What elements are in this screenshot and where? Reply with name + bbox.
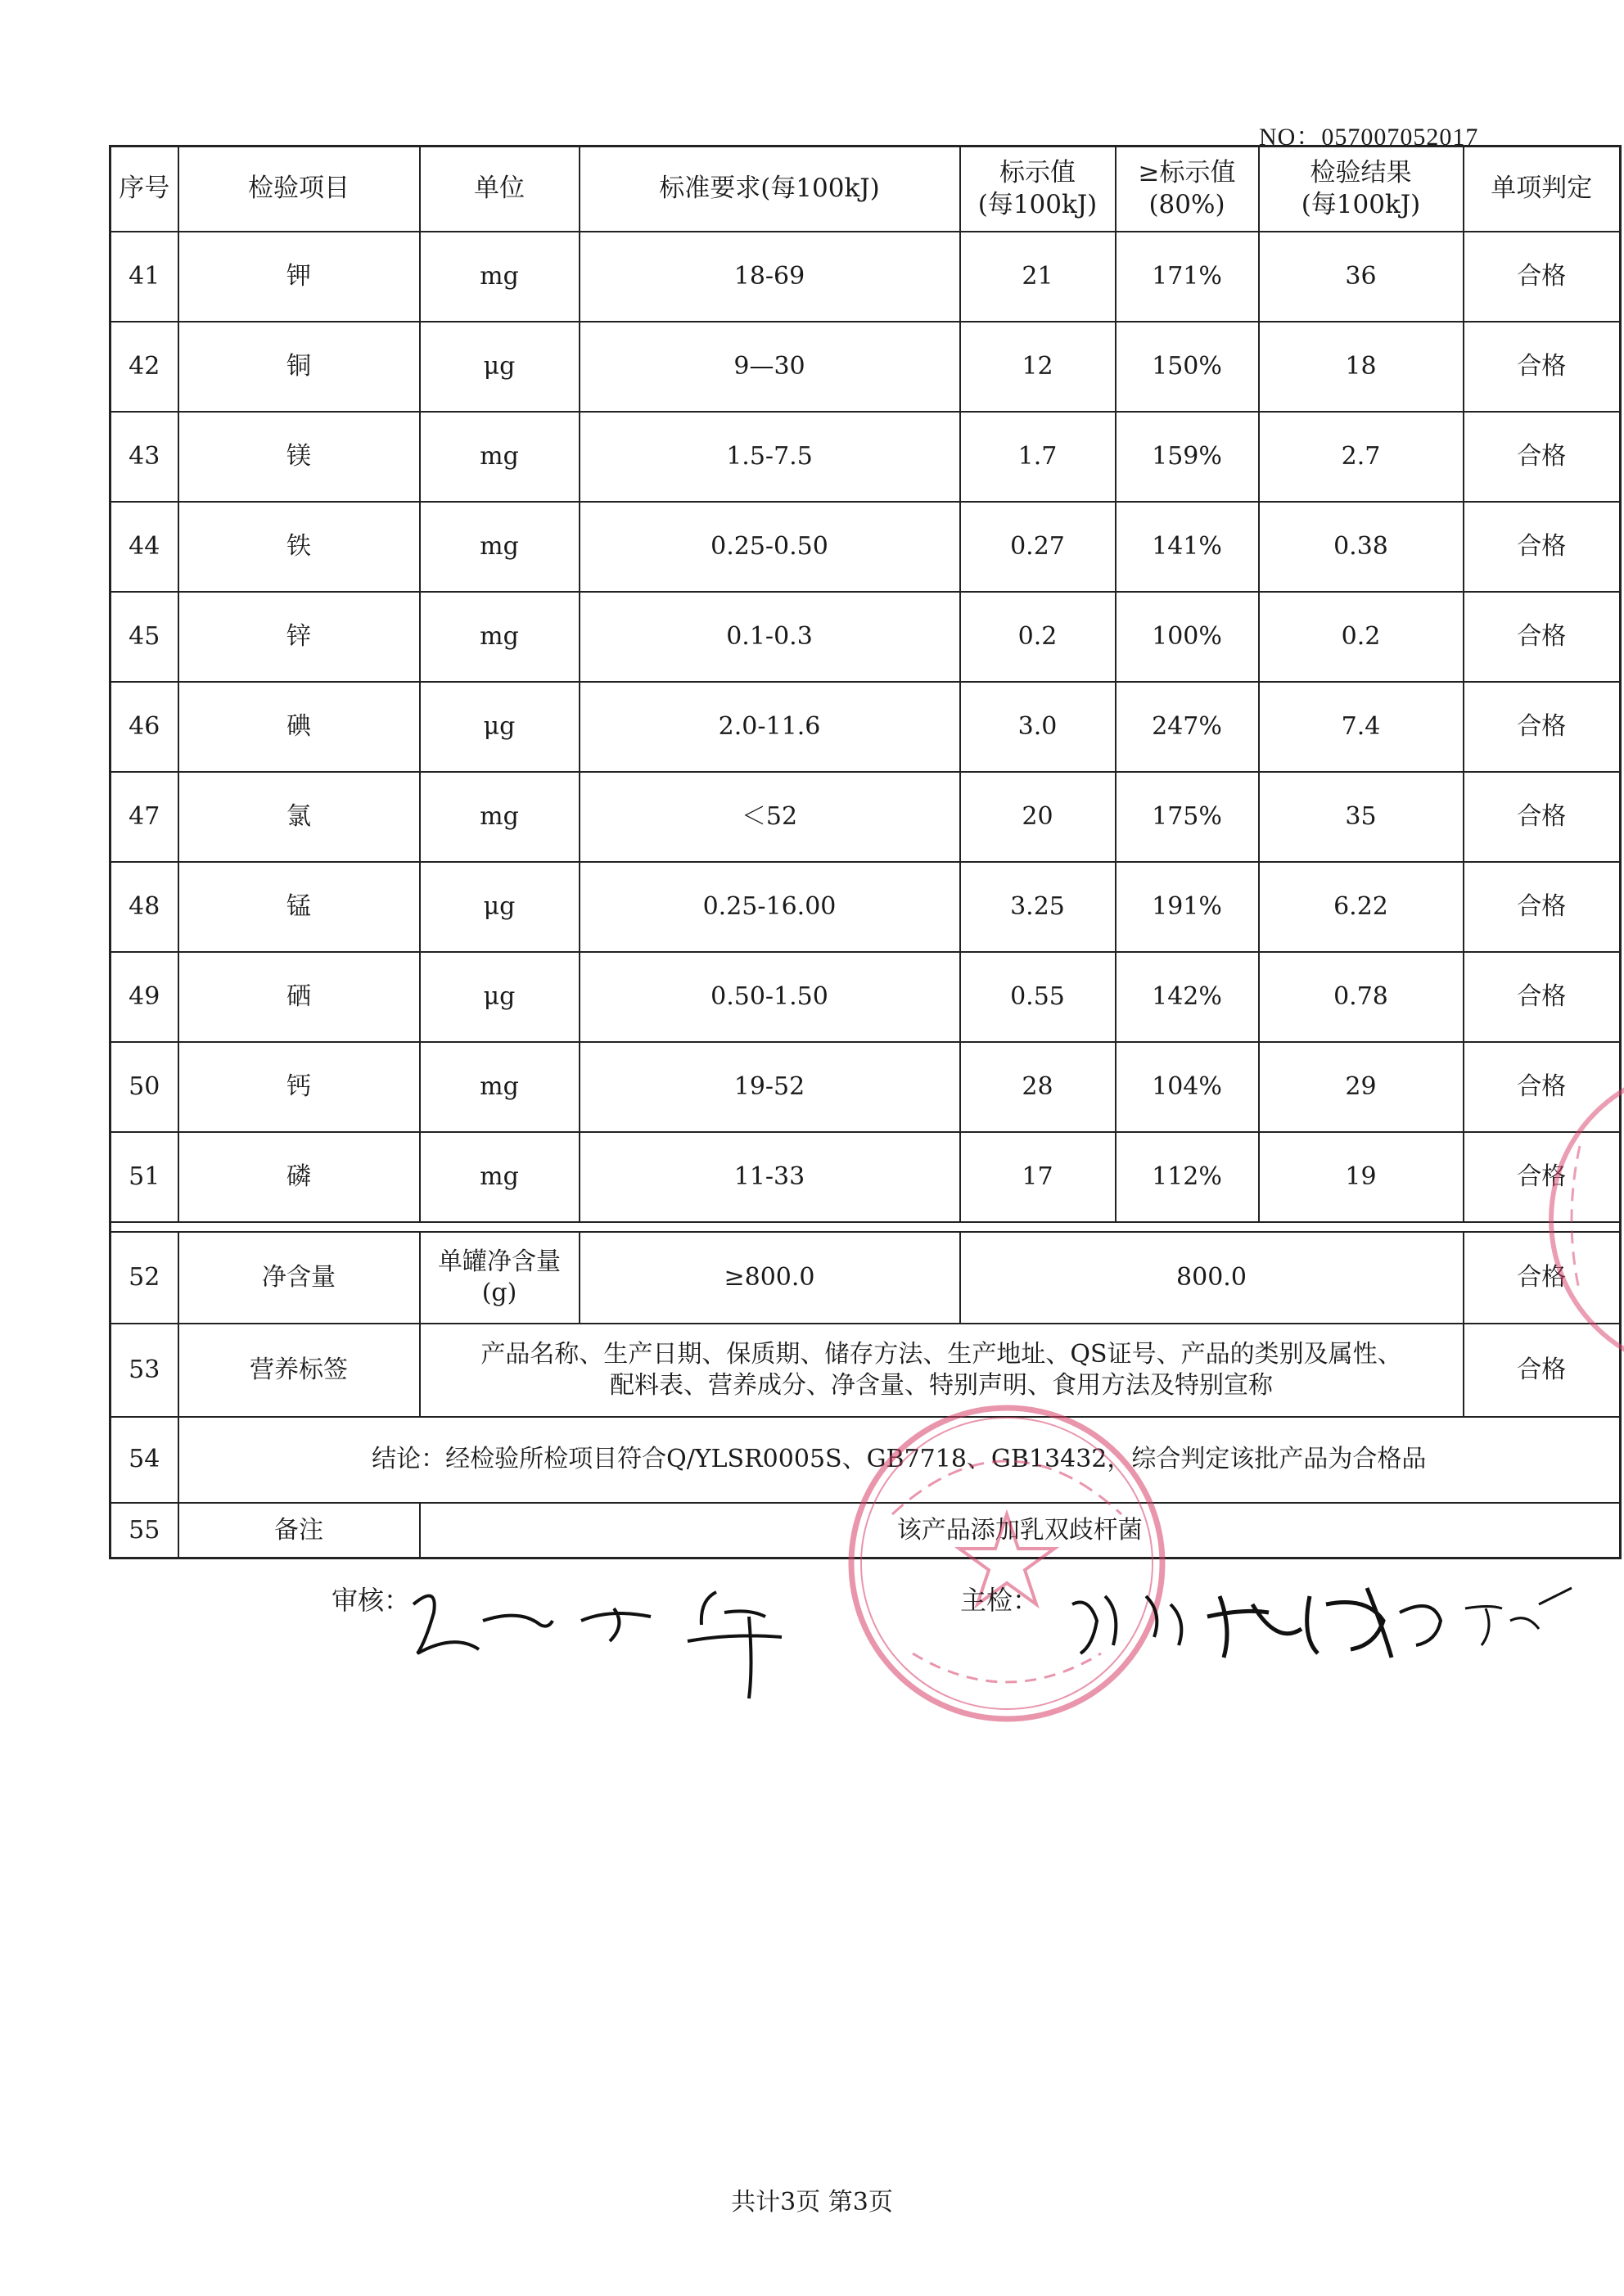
cell-result: 7.4: [1259, 682, 1464, 772]
cell-label-value: 1.7: [960, 412, 1116, 502]
cell-label-value: 0.55: [960, 952, 1116, 1042]
cell-standard: 0.1-0.3: [580, 592, 960, 682]
header-label-value: [960, 147, 1116, 232]
cell-remarks: 该产品添加乳双歧杆菌: [420, 1503, 1621, 1558]
cell-item: 氯: [178, 772, 420, 862]
table-row: [111, 592, 1621, 682]
cell-seq: 54: [111, 1417, 178, 1503]
reviewer-signature: [405, 1576, 798, 1707]
cell-verdict: 合格: [1464, 952, 1621, 1042]
cell-result: 800.0: [960, 1232, 1464, 1324]
cell-unit: mg: [420, 1042, 580, 1132]
cell-unit: mg: [420, 1132, 580, 1222]
cell-label-value: 21: [960, 232, 1116, 322]
cell-unit: mg: [420, 412, 580, 502]
cell-unit-line2: (g): [481, 1278, 517, 1307]
cell-verdict: 合格: [1464, 592, 1621, 682]
cell-verdict: 合格: [1464, 1324, 1621, 1417]
cell-standard: 9—30: [580, 322, 960, 412]
cell-result: 18: [1259, 322, 1464, 412]
cell-seq: 48: [111, 862, 178, 952]
cell-seq: 49: [111, 952, 178, 1042]
table-row: [111, 1042, 1621, 1132]
cell-result: 6.22: [1259, 862, 1464, 952]
cell-result: 19: [1259, 1132, 1464, 1222]
cell-unit: mg: [420, 592, 580, 682]
header-result-line2: (每100kJ): [1301, 189, 1421, 219]
cell-item: 备注: [178, 1503, 420, 1558]
cell-item: 铁: [178, 502, 420, 592]
cell-unit-line1: 单罐净含量: [438, 1247, 561, 1276]
cell-item: 锰: [178, 862, 420, 952]
cell-verdict: 合格: [1464, 322, 1621, 412]
cell-item: 钙: [178, 1042, 420, 1132]
cell-standard: 18-69: [580, 232, 960, 322]
cell-item: 锌: [178, 592, 420, 682]
cell-standard: 19-52: [580, 1042, 960, 1132]
inspection-report-table: [109, 145, 1622, 1559]
cell-percent: 112%: [1116, 1132, 1259, 1222]
cell-seq: 47: [111, 772, 178, 862]
cell-unit: μg: [420, 952, 580, 1042]
header-result-line1: 检验结果: [1310, 158, 1412, 187]
cell-item: 磷: [178, 1132, 420, 1222]
cell-label-value: 20: [960, 772, 1116, 862]
cell-result: 0.78: [1259, 952, 1464, 1042]
seam-stamp-partial: [1547, 1048, 1624, 1392]
cell-standard: 0.25-16.00: [580, 862, 960, 952]
cell-seq: 53: [111, 1324, 178, 1417]
official-stamp-seal: [835, 1392, 1179, 1735]
cell-percent: 100%: [1116, 592, 1259, 682]
table-row: [111, 862, 1621, 952]
cell-label-value: 12: [960, 322, 1116, 412]
cell-verdict: 合格: [1464, 772, 1621, 862]
cell-label-value: 0.2: [960, 592, 1116, 682]
cell-item: 营养标签: [178, 1324, 420, 1417]
table-header-row: [111, 147, 1621, 232]
table-row: [111, 412, 1621, 502]
header-label-value-line2: (每100kJ): [977, 189, 1098, 219]
cell-verdict: 合格: [1464, 682, 1621, 772]
inspector-label: 主检：: [960, 1585, 1040, 1616]
cell-verdict: 合格: [1464, 232, 1621, 322]
cell-percent: 141%: [1116, 502, 1259, 592]
cell-result: 0.2: [1259, 592, 1464, 682]
reviewer-label: 审核：: [332, 1585, 411, 1616]
cell-unit: mg: [420, 502, 580, 592]
cell-standard: 2.0-11.6: [580, 682, 960, 772]
cell-result: 0.38: [1259, 502, 1464, 592]
cell-standard: 0.25-0.50: [580, 502, 960, 592]
cell-percent: 175%: [1116, 772, 1259, 862]
cell-item: 铜: [178, 322, 420, 412]
header-verdict: 单项判定: [1464, 147, 1621, 232]
cell-seq: 52: [111, 1232, 178, 1324]
cell-item: 碘: [178, 682, 420, 772]
cell-label-value: 3.0: [960, 682, 1116, 772]
cell-standard: 1.5-7.5: [580, 412, 960, 502]
cell-result: 2.7: [1259, 412, 1464, 502]
cell-percent: 191%: [1116, 862, 1259, 952]
cell-item: 钾: [178, 232, 420, 322]
cell-unit: μg: [420, 862, 580, 952]
table-row-net-content: [111, 1232, 1621, 1324]
cell-unit: mg: [420, 772, 580, 862]
cell-result: 35: [1259, 772, 1464, 862]
cell-percent: 247%: [1116, 682, 1259, 772]
cell-seq: 55: [111, 1503, 178, 1558]
inspector-signature: [1056, 1572, 1580, 1678]
header-item: 检验项目: [178, 147, 420, 232]
cell-seq: 46: [111, 682, 178, 772]
cell-unit: μg: [420, 322, 580, 412]
cell-verdict: 合格: [1464, 502, 1621, 592]
cell-seq: 44: [111, 502, 178, 592]
cell-item: 硒: [178, 952, 420, 1042]
cell-verdict: 合格: [1464, 1042, 1621, 1132]
header-unit: 单位: [420, 147, 580, 232]
cell-conclusion: 结论：经检验所检项目符合Q/YLSR0005S、GB7718、GB13432，综合判定该批产品为合格品: [178, 1417, 1621, 1503]
cell-result: 29: [1259, 1042, 1464, 1132]
table-row: [111, 772, 1621, 862]
cell-item: 镁: [178, 412, 420, 502]
cell-unit: μg: [420, 682, 580, 772]
cell-seq: 42: [111, 322, 178, 412]
document-number: NO：057007052017: [1259, 124, 1479, 151]
table-row: [111, 322, 1621, 412]
cell-percent: 159%: [1116, 412, 1259, 502]
table-row: [111, 502, 1621, 592]
cell-verdict: 合格: [1464, 412, 1621, 502]
cell-label-value: 28: [960, 1042, 1116, 1132]
table-row: [111, 952, 1621, 1042]
cell-seq: 45: [111, 592, 178, 682]
cell-label-value: 0.27: [960, 502, 1116, 592]
page-footer: 共计3页 第3页: [731, 2188, 893, 2217]
cell-standard: ≥800.0: [580, 1232, 960, 1324]
cell-percent: 150%: [1116, 322, 1259, 412]
header-ge-label: [1116, 147, 1259, 232]
cell-unit: mg: [420, 232, 580, 322]
header-label-value-line1: 标示值: [999, 158, 1076, 187]
cell-percent: 104%: [1116, 1042, 1259, 1132]
cell-standard: 0.50-1.50: [580, 952, 960, 1042]
cell-label-value: 17: [960, 1132, 1116, 1222]
cell-percent: 171%: [1116, 232, 1259, 322]
header-ge-label-line1: ≥标示值: [1138, 158, 1236, 187]
cell-seq: 51: [111, 1132, 178, 1222]
cell-percent: 142%: [1116, 952, 1259, 1042]
cell-seq: 50: [111, 1042, 178, 1132]
cell-result: 36: [1259, 232, 1464, 322]
cell-verdict: 合格: [1464, 1232, 1621, 1324]
label-requirements-line2: 配料表、营养成分、净含量、特别声明、食用方法及特别宣称: [610, 1370, 1273, 1400]
separator-cell: [111, 1222, 1621, 1232]
cell-unit: [420, 1232, 580, 1324]
cell-standard: 11-33: [580, 1132, 960, 1222]
cell-seq: 41: [111, 232, 178, 322]
header-result: [1259, 147, 1464, 232]
table-row: [111, 1132, 1621, 1222]
header-seq: 序号: [111, 147, 178, 232]
cell-item: 净含量: [178, 1232, 420, 1324]
table-row: [111, 682, 1621, 772]
cell-seq: 43: [111, 412, 178, 502]
cell-verdict: 合格: [1464, 1132, 1621, 1222]
label-requirements-line1: 产品名称、生产日期、保质期、储存方法、生产地址、QS证号、产品的类别及属性、: [480, 1340, 1402, 1369]
header-ge-label-line2: (80%): [1148, 189, 1225, 219]
cell-verdict: 合格: [1464, 862, 1621, 952]
table-separator: [111, 1222, 1621, 1232]
header-standard: 标准要求(每100kJ): [580, 147, 960, 232]
table-row: [111, 232, 1621, 322]
cell-label-value: 3.25: [960, 862, 1116, 952]
cell-standard: ＜52: [580, 772, 960, 862]
